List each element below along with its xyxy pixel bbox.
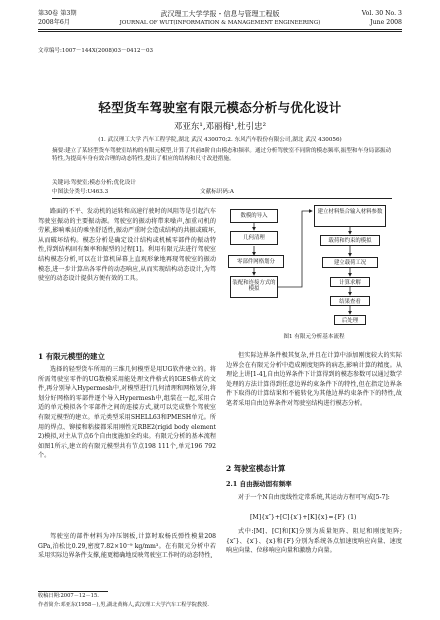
article-number: 文章编号:1007－144X(2008)03－0412－03 (38, 48, 154, 54)
header-volume: 第30卷 第3期 (38, 10, 77, 17)
section-2-heading: 2 驾驶室模态计算 (226, 464, 286, 473)
section-1-text-2: 驾驶室的部件材料为冲压钢板,计算时取杨氏弹性模量208 GPa,泊松比0.29,密度7.82×10⁻⁹ kg/mm³。在有限元分析中若采用实际边界条件支撑,能更精确地反映驾驶室工作时的动态特性, (38, 533, 216, 560)
footnote-received: 收稿日期:2007－12－15. (38, 593, 99, 599)
flow-box-results: 结果查看 (330, 296, 370, 306)
intro-paragraph: 路面的不平、发动机的运转和高速行驶时的风阻等是引起汽车驾驶室振动的主要振动源。驾驶室的振动将带来噪声,加重司机的劳累,影响乘员的乘坐舒适性,振动严重时会造成结构的共振或破坏,从而破坏结构。模态分析是确定设计结构或机械零部件的振动特性,得到结构固有频率和振型的过程[1]。利用有限元法进行驾驶室结构模态分析,可以在计算机屏幕上直观形象地再现驾驶室的振动模态,进一步计算出各零件的动态响应,从而实现结构动态设计,为驾驶室的动态设计提供方便有效的工具。 (38, 208, 216, 283)
header-rule (38, 29, 402, 30)
section-2-1-text: 对于一个N自由度线性定常系统,其运动方程可写成[5-7]: (238, 494, 390, 501)
equation-1: [M]{x″}+[C]{x′}+[K]{x}={F} (1) (250, 514, 357, 521)
figure-1 (226, 205, 402, 343)
flow-box-geometry-cleanup: 几何清理 (230, 231, 278, 245)
flow-box-material: 建立材料集合输入材料参数 (314, 205, 386, 227)
header-date-en: June 2008 (370, 19, 402, 26)
footnote-rule (38, 591, 108, 592)
journal-title-en: JOURNAL OF WUT(INFORMATION & MANAGEMENT ENGINEERING) (119, 20, 321, 26)
abstract: 摘要:建立了某轻型货车驾驶室结构的有限元模型,计算了其前8阶自由模态和频率。通过分析驾驶室不同阶的模态频率,振型和车身局部振动特性,为提高车身有效合理的动态特性,提出了相应的结构和尺寸改进措施。 (52, 148, 392, 163)
journal-title-cn: 武汉理工大学学报・信息与管理工程版 (160, 10, 280, 18)
header-date: 2008年6月 (38, 19, 71, 26)
affiliations: (1. 武汉理工大学 汽车工程学院,湖北 武汉 430070;2. 东风汽车股份有限公司,湖北 武汉 430056) (98, 137, 342, 143)
flow-box-meshing: 零部件网格划分 (228, 255, 284, 268)
header-volume-en: Vol. 30 No. 3 (361, 10, 402, 17)
section-1-text: 选择的轻型货车所用的三维几何模型是用UG软件建立的。将所需驾驶室零件的UG数模采用能处理文件格式的IGES格式的文件,再分别导入Hypermesh中,对模型进行几何清理和网格划分,将划分好网格的零部件逐个导入Hypermesh中,组装在一起,采用合适的单元模拟各个零部件之间的连接方式,就可以完成整个驾驶室有限元模型的建立。单元类型采用SHELL63和PMESH单元。所用的焊点、铆接和粘接都采用刚性元RBE2(rigid body element 2)模拟,对主从节点6个自由度施加全约束。有限元分析的基本流程如图1所示,建立的有限元模型共有节点198 111个,单元196 792个。 (38, 366, 216, 460)
clc-number: 中图法分类号:U463.3 (52, 189, 109, 195)
abstract-rule (52, 198, 392, 199)
authors: 邓亚东¹,邓丽梅¹,杜引忠² (173, 122, 267, 132)
equation-description: 式中:[M]、[C]和[K]分别为质量矩阵、阻尼和刚度矩阵;{x″}、{x′}、{x}和{F}分别为系统各点加速度响应向量、速度响应向量、位移响应向量和激励力向量。 (226, 528, 402, 555)
section-1-heading: 1 有限元模型的建立 (38, 352, 105, 361)
flow-box-load-case: 建立载荷工况 (322, 257, 378, 268)
document-code: 文献标识码:A (200, 189, 234, 195)
footnote-author: 作者简介:邓亚东(1958－),男,湖北黄梅人,武汉理工大学汽车工程学院教授. (38, 602, 209, 608)
flow-box-import: 数模的导入 (230, 209, 278, 223)
section-2-1-heading: 2.1 自由振动固有频率 (226, 480, 292, 488)
boundary-condition-paragraph: 但实际边界条件极其复杂,并且在计算中添加刚度较大的实际边界会在有限元分析中造成刚度矩阵的病态,影响计算的精度。从理论上讲[1-4],自由边界条件下计算得到的模态参数可以通过数学处理的方法计算得到任意边界约束条件下的特性,但在指定边界条件下取得的计算结果和不能转化为其他边界约束条件下的特性,故笔者采用自由边界条件对驾驶室结构进行模态分析。 (226, 352, 402, 407)
flow-box-load-constraint: 载荷和约束的模拟 (320, 235, 380, 246)
arrow-cross (278, 211, 312, 287)
flow-box-assembly: 装配和连接方式的模拟 (230, 276, 278, 298)
header-rule-2 (38, 31, 402, 32)
figure-1-caption: 图1 有限元分析基本流程 (283, 334, 345, 340)
keywords: 关键词:驾驶室;模态分析;优化设计 (52, 180, 136, 186)
paper-title: 轻型货车驾驶室有限元模态分析与优化设计 (98, 100, 342, 115)
flow-box-postprocess: 后处理 (334, 315, 366, 325)
flow-box-solve: 计算求解 (330, 277, 370, 287)
